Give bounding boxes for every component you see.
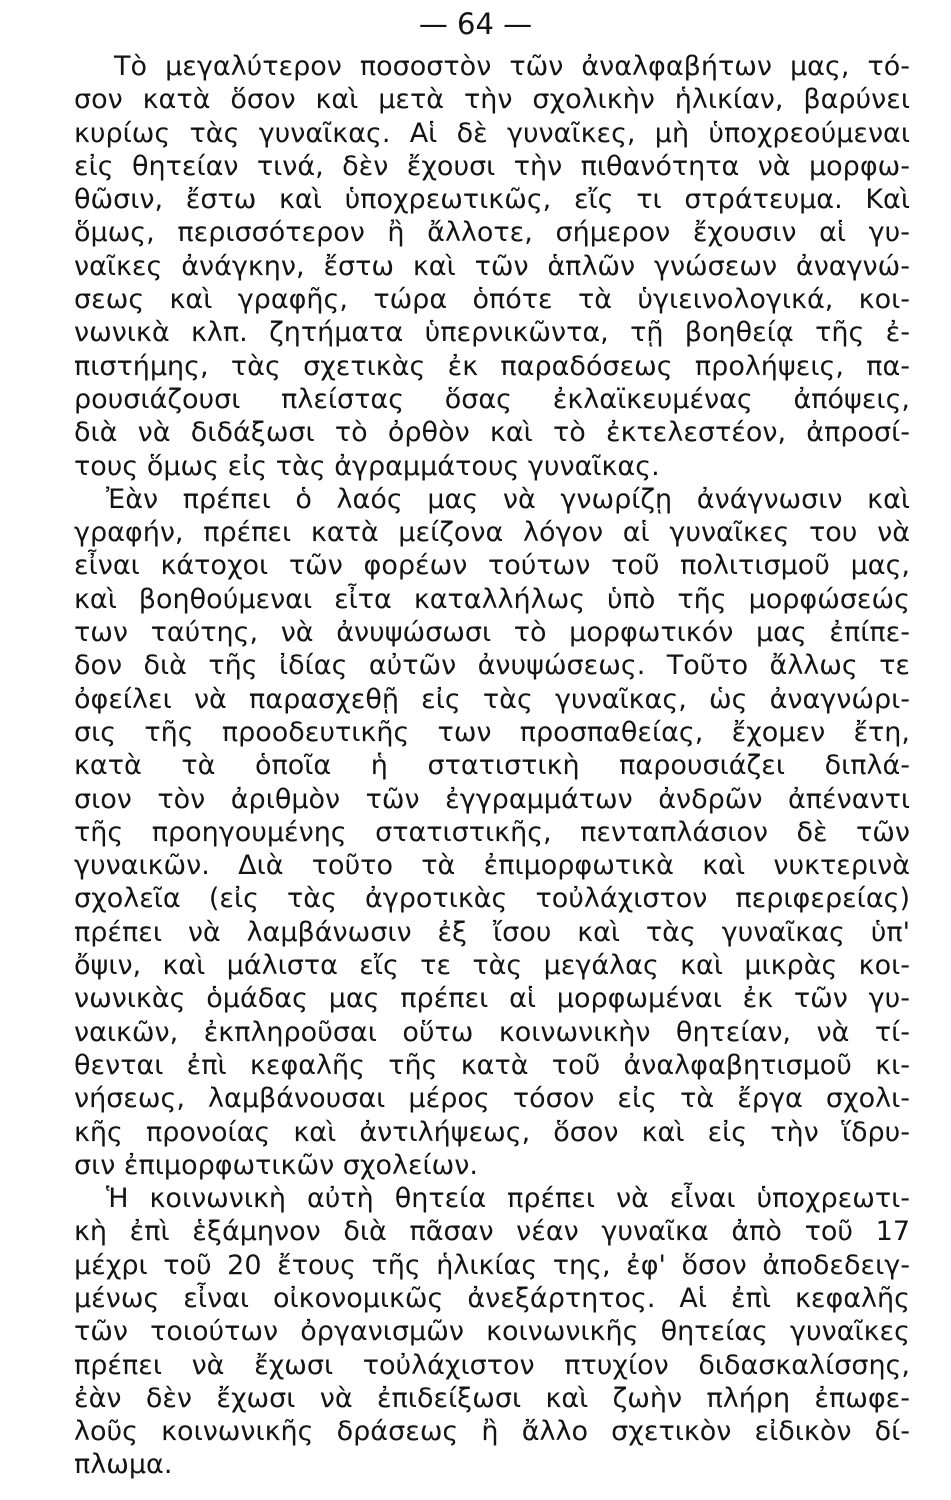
text-line: Ἐὰν πρέπει ὁ λαός μας νὰ γνωρίζῃ ἀνάγνωσιν καὶ [106,483,910,515]
text-line: κατὰ τὰ ὁποῖα ἡ στατιστικὴ παρουσιάζει διπλά- [74,750,910,782]
text-line: ρουσιάζουσι πλείστας ὅσας ἐκλαϊκευμένας ἀπόψεις, [74,383,910,415]
text-line: πρέπει νὰ λαμβάνωσιν ἐξ ἴσου καὶ τὰς γυναῖκας ὑπ' [74,916,910,948]
text-line: Τὸ μεγαλύτερον ποσοστὸν τῶν ἀναλφαβήτων μας, τό- [114,51,910,82]
text-line: κὴ ἐπὶ ἑξάμηνον διὰ πᾶσαν νέαν γυναῖκα ἀπὸ τοῦ 17 [74,1216,910,1248]
text-line: των ταύτης, νὰ ἀνυψώσωσι τὸ μορφωτικόν μας ἐπίπε- [74,617,910,649]
text-line: γυναικῶν. Διὰ τοῦτο τὰ ἐπιμορφωτικὰ καὶ νυκτερινὰ [74,850,910,882]
text-line: κῆς προνοίας καὶ ἀντιλήψεως, ὅσον καὶ εἰς τὴν ἵδρυ- [74,1116,910,1148]
text-line: δον διὰ τῆς ἰδίας αὐτῶν ἀνυψώσεως. Τοῦτο ἄλλως τε [74,650,910,682]
text-line: ἐὰν δὲν ἔχωσι νὰ ἐπιδείξωσι καὶ ζωὴν πλήρη ἐπωφε- [74,1382,910,1414]
text-line: ὀφείλει νὰ παρασχεθῇ εἰς τὰς γυναῖκας, ὡς ἀναγνώρι- [74,683,910,715]
text-line: ὅμως, περισσότερον ἢ ἄλλοτε, σήμερον ἔχουσιν αἱ γυ- [74,217,910,249]
text-line: καὶ βοηθούμεναι εἶτα καταλλήλως ὑπὸ τῆς μορφώσεώς [74,583,910,615]
text-line: σεως καὶ γραφῆς, τώρα ὁπότε τὰ ὑγιεινολογικά, κοι- [74,284,910,316]
text-line: σιον τὸν ἀριθμὸν τῶν ἐγγραμμάτων ἀνδρῶν ἀπέναντι [74,783,910,815]
text-line: τους ὅμως εἰς τὰς ἀγραμμάτους γυναῖκας. [74,450,660,482]
text-line: ὄψιν, καὶ μάλιστα εἴς τε τὰς μεγάλας καὶ μικρὰς κοι- [74,950,910,982]
text-line: Ἡ κοινωνικὴ αὐτὴ θητεία πρέπει νὰ εἶναι ὑποχρεωτι- [106,1183,910,1215]
text-line: λοῦς κοινωνικῆς δράσεως ἢ ἄλλο σχετικὸν εἰδικὸν δί- [74,1416,910,1448]
text-line: σον κατὰ ὅσον καὶ μετὰ τὴν σχολικὴν ἡλικίαν, βαρύνει [74,84,910,116]
page-number: — 64 — [418,7,533,41]
text-line: σιν ἐπιμορφωτικῶν σχολείων. [74,1149,478,1181]
body-text [74,50,910,1482]
text-line: διὰ νὰ διδάξωσι τὸ ὀρθὸν καὶ τὸ ἐκτελεστέον, ἀπροσί- [74,417,910,449]
text-line: τῆς προηγουμένης στατιστικῆς, πενταπλάσιον δὲ τῶν [74,816,910,848]
text-line: μέχρι τοῦ 20 ἔτους τῆς ἡλικίας της, ἐφ' ὅσον ἀποδεδειγ- [74,1249,910,1281]
text-line: ναῖκες ἀνάγκην, ἔστω καὶ τῶν ἁπλῶν γνώσεων ἀναγνώ- [74,250,910,282]
text-line: μένως εἶναι οἰκονομικῶς ἀνεξάρτητος. Αἱ ἐπὶ κεφαλῆς [74,1282,910,1314]
text-line: εἰς θητείαν τινά, δὲν ἔχουσι τὴν πιθανότητα νὰ μορφω- [74,150,910,182]
text-line: θῶσιν, ἔστω καὶ ὑποχρεωτικῶς, εἴς τι στράτευμα. Καὶ [74,184,910,216]
text-line: εἶναι κάτοχοι τῶν φορέων τούτων τοῦ πολιτισμοῦ μας, [74,550,910,582]
text-line: νωνικὰ κλπ. ζητήματα ὑπερνικῶντα, τῇ βοηθείᾳ τῆς ἐ- [74,317,910,349]
text-line: τῶν τοιούτων ὀργανισμῶν κοινωνικῆς θητείας γυναῖκες [74,1316,910,1348]
text-line: σις τῆς προοδευτικῆς των προσπαθείας, ἔχομεν ἔτη, [74,716,910,748]
text-line: θενται ἐπὶ κεφαλῆς τῆς κατὰ τοῦ ἀναλφαβητισμοῦ κι- [74,1049,910,1081]
text-line: πιστήμης, τὰς σχετικὰς ἐκ παραδόσεως προλήψεις, πα- [74,350,910,382]
text-line: πρέπει νὰ ἔχωσι τοὐλάχιστον πτυχίον διδασκαλίσσης, [74,1349,910,1381]
text-line: κυρίως τὰς γυναῖκας. Αἱ δὲ γυναῖκες, μὴ ὑποχρεούμεναι [74,117,910,149]
text-line: νήσεως, λαμβάνουσαι μέρος τόσον εἰς τὰ ἔργα σχολι- [74,1083,910,1115]
text-line: γραφήν, πρέπει κατὰ μείζονα λόγον αἱ γυναῖκες του νὰ [74,517,910,549]
text-line: πλωμα. [74,1449,173,1481]
text-line: νωνικὰς ὁμάδας μας πρέπει αἱ μορφωμέναι ἐκ τῶν γυ- [74,983,910,1015]
text-line: ναικῶν, ἐκπληροῦσαι οὕτω κοινωνικὴν θητείαν, νὰ τί- [74,1016,910,1048]
text-line: σχολεῖα (εἰς τὰς ἀγροτικὰς τοὐλάχιστον περιφερείας) [74,883,910,915]
